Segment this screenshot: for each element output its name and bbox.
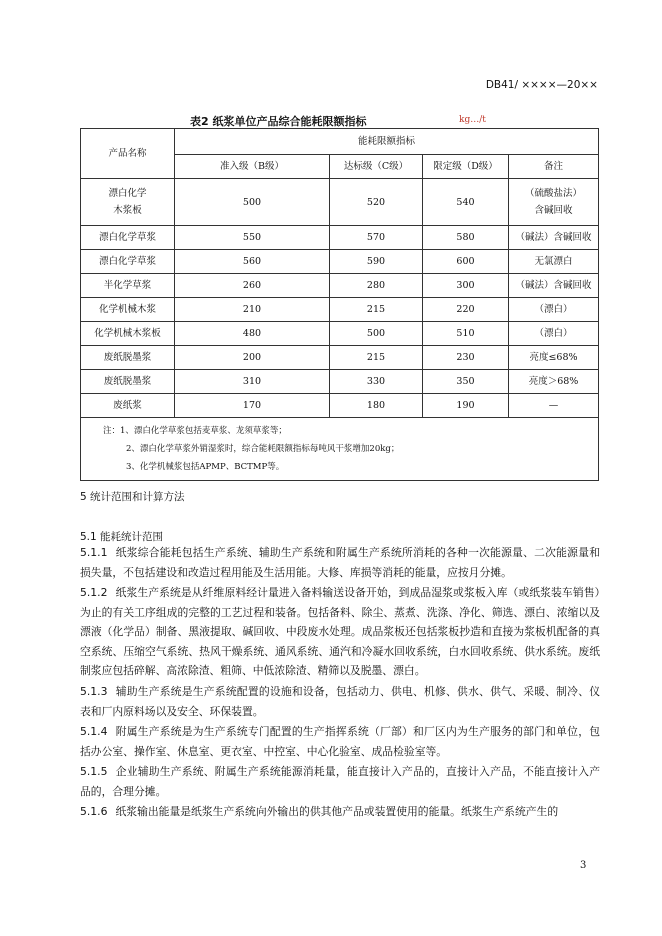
cell-grade-b: 210: [175, 298, 330, 322]
cell-remark: （碱法）含碱回收: [509, 226, 599, 250]
cell-grade-c: 590: [330, 250, 423, 274]
cell-product: 废纸浆: [81, 394, 175, 418]
cell-product: 漂白化学草浆: [81, 250, 175, 274]
cell-remark: （碱法）含碱回收: [509, 274, 599, 298]
cell-grade-b: 200: [175, 346, 330, 370]
cell-grade-d: 230: [423, 346, 509, 370]
cell-grade-d: 510: [423, 322, 509, 346]
header-remark: 备注: [509, 155, 599, 179]
cell-product: 半化学草浆: [81, 274, 175, 298]
cell-remark: 亮度≤68%: [509, 346, 599, 370]
table-notes: [81, 418, 599, 481]
table-row: [81, 179, 599, 226]
paragraph-5-1-1: 5.1.1 纸浆综合能耗包括生产系统、辅助生产系统和附属生产系统所消耗的各种一次能源量、二次能源量和损失量，不包括建设和改造过程用能及生活用能。大修、库损等消耗的能量，应按月分摊。: [80, 546, 600, 579]
cell-remark: （漂白）: [509, 298, 599, 322]
cell-grade-b: 500: [175, 179, 330, 226]
cell-grade-b: 260: [175, 274, 330, 298]
cell-product: 漂白化学 木浆板: [81, 179, 175, 226]
table-row: [81, 322, 599, 346]
cell-grade-d: 190: [423, 394, 509, 418]
document-number: DB41/ ××××—20××: [485, 79, 598, 91]
cell-grade-b: 560: [175, 250, 330, 274]
cell-grade-d: 300: [423, 274, 509, 298]
header-product-name: 产品名称: [81, 129, 175, 179]
table-row: [81, 298, 599, 322]
paragraph-5-1-2: 5.1.2 纸浆生产系统是从纤维原料经计量进入备料输送设备开始，到成品湿浆或浆板入库（或纸浆装车销售）为止的有关工序组成的完整的工艺过程和装备。包括备料、除尘、蒸煮、洗涤、净化、筛选、漂白、浓缩以及漂液（化学品）制备、黑液提取、碱回收、中段废水处理。成品浆板还包括浆板抄造和直接为浆板机配备的真空系统、压缩空气系统、热风干燥系统、通风系统、通汽和冷凝水回收系统，白水回收系统、供水系统。废纸制浆应包括碎解、高浓除渣、粗筛、中低浓除渣、精筛以及脱墨、漂白。: [80, 586, 600, 678]
cell-remark: （漂白）: [509, 322, 599, 346]
cell-grade-d: 600: [423, 250, 509, 274]
cell-grade-b: 170: [175, 394, 330, 418]
paragraph-5-1-4: 5.1.4 附属生产系统是为生产系统专门配置的生产指挥系统（厂部）和厂区内为生产服务的部门和单位，包括办公室、操作室、休息室、更衣室、中控室、中心化验室、成品检验室等。: [80, 725, 600, 758]
section-5-1-heading: 5.1 能耗统计范围: [80, 531, 164, 543]
paragraph-5-1-3: 5.1.3 辅助生产系统是生产系统配置的设施和设备，包括动力、供电、机修、供水、供气、采暖、制冷、仪表和厂内原料场以及安全、环保装置。: [80, 685, 600, 718]
table-row: [81, 250, 599, 274]
table-row: [81, 370, 599, 394]
header-energy-quota: 能耗限额指标: [175, 129, 599, 155]
cell-grade-d: 540: [423, 179, 509, 226]
table-note: 3、化学机械浆包括APMP、BCTMP等。: [126, 462, 285, 472]
table-row: [81, 394, 599, 418]
cell-remark: （硫酸盐法） 含碱回收: [509, 179, 599, 226]
paragraph-5-1-5: 5.1.5 企业辅助生产系统、附属生产系统能源消耗量，能直接计入产品的，直接计入产品，不能直接计入产品的，合理分摊。: [80, 765, 600, 798]
cell-remark: —: [509, 394, 599, 418]
cell-grade-c: 330: [330, 370, 423, 394]
cell-grade-d: 580: [423, 226, 509, 250]
table-caption: 表2 纸浆单位产品综合能耗限额指标: [190, 115, 367, 128]
cell-product: 废纸脱墨浆: [81, 370, 175, 394]
cell-grade-c: 215: [330, 346, 423, 370]
cell-product: 化学机械木浆板: [81, 322, 175, 346]
cell-grade-b: 310: [175, 370, 330, 394]
section-5-heading: 5 统计范围和计算方法: [80, 491, 185, 503]
header-grade-b: 准入级（B级）: [175, 155, 330, 179]
table-unit: kg…/t: [459, 115, 486, 125]
table-note: 2、漂白化学草浆外销湿浆时，综合能耗限额指标每吨风干浆增加20kg；: [126, 444, 400, 454]
table-row: [81, 346, 599, 370]
cell-grade-d: 220: [423, 298, 509, 322]
table-row: [81, 226, 599, 250]
paragraph-5-1-6: 5.1.6 纸浆输出能量是纸浆生产系统向外输出的供其他产品或装置使用的能量。纸浆生产系统产生的: [80, 805, 559, 818]
header-grade-d: 限定级（D级）: [423, 155, 509, 179]
cell-grade-d: 350: [423, 370, 509, 394]
cell-product: 废纸脱墨浆: [81, 346, 175, 370]
cell-grade-b: 480: [175, 322, 330, 346]
cell-grade-b: 550: [175, 226, 330, 250]
cell-product: 化学机械木浆: [81, 298, 175, 322]
cell-grade-c: 280: [330, 274, 423, 298]
cell-grade-c: 180: [330, 394, 423, 418]
page-number: 3: [580, 860, 587, 871]
table-note: 注：1、漂白化学草浆包括麦草浆、龙须草浆等；: [103, 426, 287, 436]
cell-grade-c: 215: [330, 298, 423, 322]
table-row: [81, 274, 599, 298]
header-grade-c: 达标级（C级）: [330, 155, 423, 179]
cell-grade-c: 570: [330, 226, 423, 250]
cell-grade-c: 520: [330, 179, 423, 226]
cell-product: 漂白化学草浆: [81, 226, 175, 250]
cell-grade-c: 500: [330, 322, 423, 346]
energy-quota-table: [80, 128, 599, 481]
cell-remark: 无氯漂白: [509, 250, 599, 274]
cell-remark: 亮度＞68%: [509, 370, 599, 394]
